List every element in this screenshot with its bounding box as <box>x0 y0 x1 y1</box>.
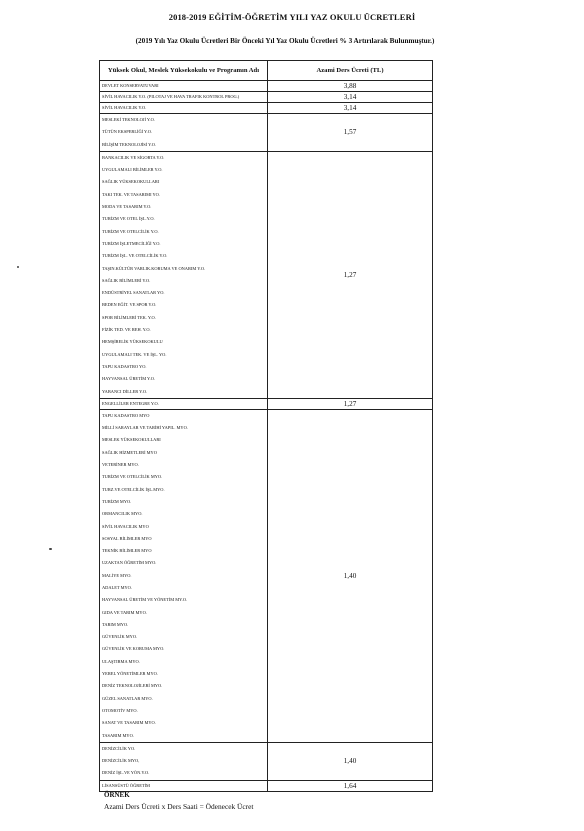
program-name: HAYVANSAL ÜRETİM VE YÖNETİM MY.O. <box>102 597 188 603</box>
program-name: TURİZM VE OTEL İŞL.Y.O. <box>102 216 155 222</box>
fee-value: 1,27 <box>268 151 433 398</box>
program-name: GÜVENLİK VE KORUMA MYO. <box>102 646 165 652</box>
program-name: GÜVENLİK MYO. <box>102 634 138 640</box>
program-name: ORMANCILIK MYO. <box>102 511 143 517</box>
program-name: HEMŞİRELİK YÜKSEKOKULU <box>102 339 163 345</box>
table-row <box>100 780 433 791</box>
program-name: TAPU KADASTRO MYO <box>102 412 150 418</box>
scan-speck <box>17 266 19 268</box>
table-row <box>100 92 433 103</box>
program-names-cell <box>100 780 268 791</box>
program-name: LİSANSÜSTÜ ÖĞRETİM <box>102 782 150 788</box>
example-label: ÖRNEK <box>104 791 130 799</box>
program-name: TAŞIN.KÜLTÜR VARLIK.KORUMA VE ONARIM Y.O. <box>102 265 206 271</box>
example-formula: Azami Ders Ücreti x Ders Saati = Ödenecek Ücret <box>104 802 254 811</box>
program-name: SANAT VE TASARIM MYO. <box>102 720 156 726</box>
program-name: UYGULAMALI BİLİMLER Y.O. <box>102 167 163 173</box>
program-name: SİVİL HAVACILIK MYO <box>102 523 149 529</box>
program-name: ULAŞTIRMA MYO. <box>102 658 140 664</box>
program-name: YABANCI DİLLER Y.O. <box>102 388 148 394</box>
program-name: TAPU KADASTRO YO. <box>102 363 147 369</box>
program-name: TEKNİK BİLİMLER MYO <box>102 548 152 554</box>
fee-value: 1,64 <box>268 780 433 791</box>
program-name: HAYVANSAL ÜRETİM Y.O. <box>102 376 156 382</box>
program-name: GIDA VE TARIM MYO. <box>102 609 147 615</box>
program-name: TASARIM MYO. <box>102 732 134 738</box>
program-names-cell <box>100 742 268 780</box>
program-names-cell <box>100 398 268 409</box>
program-name: BANKACILIK VE SİGORTA Y.O. <box>102 154 165 160</box>
fee-value: 3,14 <box>268 103 433 114</box>
program-column-header: Yüksek Okul, Meslek Yüksekokulu ve Programın Adı <box>100 61 268 81</box>
program-name: YEREL YÖNETİMLER MYO. <box>102 671 158 677</box>
program-name: UYGULAMALI TEK. VE İŞL. YO. <box>102 351 167 357</box>
program-name: SPOR BİLİMLERİ TEK. Y.O. <box>102 314 156 320</box>
table-row <box>100 103 433 114</box>
table-row <box>100 398 433 409</box>
program-name: MİLLİ SARAYLAR VE TARİHİ YAPIL. MYO. <box>102 425 188 431</box>
program-name: SAĞLIK BİLİMLERİ Y.O. <box>102 277 151 283</box>
program-names-cell <box>100 81 268 92</box>
program-name: TAKI TEK. VE TASARIMI YO. <box>102 191 160 197</box>
program-name: SAĞLIK YÜKSEKOKULLARI <box>102 179 160 185</box>
fee-value: 3,14 <box>268 92 433 103</box>
table-row <box>100 151 433 398</box>
page-title: 2018-2019 EĞİTİM-ÖĞRETİM YILI YAZ OKULU ÜCRETLERİ <box>168 12 416 22</box>
program-name: SAĞLIK HİZMETLERİ MYO <box>102 449 157 455</box>
program-name: DENİZ TEKNOLOJİLERİ MYO. <box>102 683 163 689</box>
program-name: SOSYAL BİLİMLER MYO <box>102 535 152 541</box>
program-name: SİVİL HAVACILIK Y.O. (PILOTAJ VE HAVA TRAFIK KONTROL PROG.) <box>102 94 240 99</box>
program-name: VETERİNER MYO. <box>102 462 139 468</box>
program-name: SİVİL HAVACILIK Y.O. <box>102 105 147 110</box>
program-name: DENİZCİLİK MYO, <box>102 758 140 764</box>
program-name: ENGELLİLER ENTEGRE Y.O. <box>102 400 159 406</box>
program-name: ADALET MYO. <box>102 584 132 590</box>
program-name: MESLEK YÜKSEKOKULLARI <box>102 437 161 443</box>
fee-value: 1,57 <box>268 114 433 152</box>
scan-speck <box>49 548 52 550</box>
program-name: MESLEKİ TEKNOLOJİ Y.O. <box>102 117 155 122</box>
fee-value: 3,88 <box>268 81 433 92</box>
page-subtitle: (2019 Yılı Yaz Okulu Ücretleri Bir Önceki Yıl Yaz Okulu Ücretleri % 3 Artırılarak Bulunmuştur.) <box>135 37 435 45</box>
program-name: OTOMOTİV MYO. <box>102 707 138 713</box>
program-name: TURİZM İŞLETMECİLİĞİ Y.O. <box>102 240 161 246</box>
table-row <box>100 742 433 780</box>
program-name: TURİZM İŞL. VE OTELCİLİK Y.O. <box>102 253 168 259</box>
program-name: DENİZCİLİK YO. <box>102 745 136 751</box>
program-names-cell <box>100 151 268 398</box>
program-name: TURİZM VE OTELCİLİK MYO. <box>102 474 163 480</box>
example-section <box>104 791 253 811</box>
program-name: FİZİK TED. VE REH. Y.O. <box>102 327 151 333</box>
program-name: ENDÜSTRİYEL SANATLAR YO. <box>102 290 165 296</box>
fee-value: 1,40 <box>268 409 433 742</box>
fee-value: 1,27 <box>268 398 433 409</box>
fee-table <box>99 60 433 792</box>
program-names-cell <box>100 92 268 103</box>
program-name: GÜZEL SANATLAR MYO. <box>102 695 153 701</box>
program-name: DENİZ İŞL.VE YÖN.Y.O. <box>102 770 150 776</box>
fee-value: 1,40 <box>268 742 433 780</box>
program-name: TÜTÜN EKSPERLİĞİ Y.O. <box>102 129 153 135</box>
table-row <box>100 81 433 92</box>
program-names-cell <box>100 103 268 114</box>
program-name: UZAKTAN ÖĞRETİM MYO. <box>102 560 157 566</box>
program-name: DEVLET KONSERVATUVARI <box>102 83 159 88</box>
table-header-row <box>100 61 433 81</box>
program-name: MALİYE MYO. <box>102 572 132 578</box>
program-names-cell <box>100 409 268 742</box>
program-name: BİLİŞİM TEKNOLOJİSİ Y.O. <box>102 141 157 147</box>
fee-column-header: Azami Ders Ücreti (TL) <box>268 61 433 81</box>
table-row <box>100 409 433 742</box>
fee-table-body <box>100 81 433 792</box>
program-name: TURZ.VE OTELCİLİK İŞL.MYO. <box>102 486 165 492</box>
program-name: TARIM MYO. <box>102 621 129 627</box>
program-names-cell <box>100 114 268 152</box>
program-name: TURİZM MYO. <box>102 498 132 504</box>
program-name: MODA VE TASARIM Y.O. <box>102 204 152 210</box>
program-name: BEDEN EĞİT. VE SPOR Y.O. <box>102 302 157 308</box>
table-row <box>100 114 433 152</box>
program-name: TURİZM VE OTELCİLİK Y.O. <box>102 228 159 234</box>
